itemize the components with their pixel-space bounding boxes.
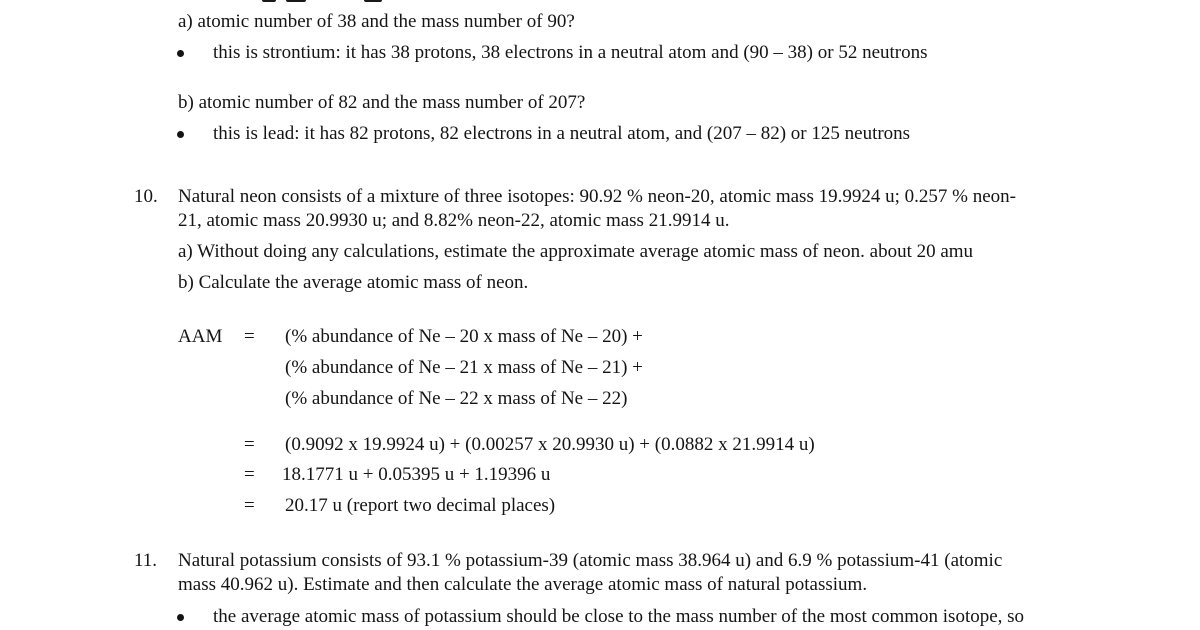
calc-step2: 18.1771 u + 0.05395 u + 1.19396 u: [282, 464, 551, 485]
equals-sign: =: [244, 495, 255, 516]
problem-11-number: 11.: [134, 550, 158, 571]
answer-9a: this is strontium: it has 38 protons, 38 electrons in a neutral atom and (90 – 38) or 52 neutrons: [213, 42, 928, 63]
problem-11-text-line1: Natural potassium consists of 93.1 % potassium-39 (atomic mass 38.964 u) and 6.9 % potassium-41 (atomic: [178, 550, 1003, 571]
answer-11: the average atomic mass of potassium should be close to the mass number of the most common isotope, so: [213, 606, 1025, 627]
bullet-icon: [177, 131, 184, 138]
equals-sign: =: [244, 434, 255, 455]
cut-off-text-fragment: [0, 0, 1200, 4]
calc-step3: 20.17 u (report two decimal places): [285, 495, 556, 516]
problem-10-number: 10.: [134, 186, 158, 207]
problem-11-text-line2: mass 40.962 u). Estimate and then calculate the average atomic mass of natural potassium.: [178, 574, 868, 595]
problem-10-text-line2: 21, atomic mass 20.9930 u; and 8.82% neon-22, atomic mass 21.9914 u.: [178, 210, 730, 231]
problem-10-text-line1: Natural neon consists of a mixture of three isotopes: 90.92 % neon-20, atomic mass 19.9924 u; 0.257 % neon-: [178, 186, 1016, 207]
question-9b: b) atomic number of 82 and the mass number of 207?: [178, 92, 586, 113]
question-10b: b) Calculate the average atomic mass of neon.: [178, 272, 529, 293]
calc-step1: (0.9092 x 19.9924 u) + (0.00257 x 20.9930 u) + (0.0882 x 21.9914 u): [285, 434, 815, 455]
formula-line2: (% abundance of Ne – 21 x mass of Ne – 21) +: [285, 357, 643, 378]
formula-line1: (% abundance of Ne – 20 x mass of Ne – 20) +: [285, 326, 643, 347]
equals-sign: =: [244, 326, 255, 347]
aam-label: AAM: [178, 326, 223, 347]
question-10a: a) Without doing any calculations, estimate the approximate average atomic mass of neon. about 20 amu: [178, 241, 974, 262]
answer-9b: this is lead: it has 82 protons, 82 electrons in a neutral atom, and (207 – 82) or 125 neutrons: [213, 123, 911, 144]
question-9a: a) atomic number of 38 and the mass number of 90?: [178, 11, 575, 32]
bullet-icon: [177, 50, 184, 57]
bullet-icon: [177, 614, 184, 621]
formula-line3: (% abundance of Ne – 22 x mass of Ne – 22): [285, 388, 628, 409]
equals-sign: =: [244, 464, 255, 485]
